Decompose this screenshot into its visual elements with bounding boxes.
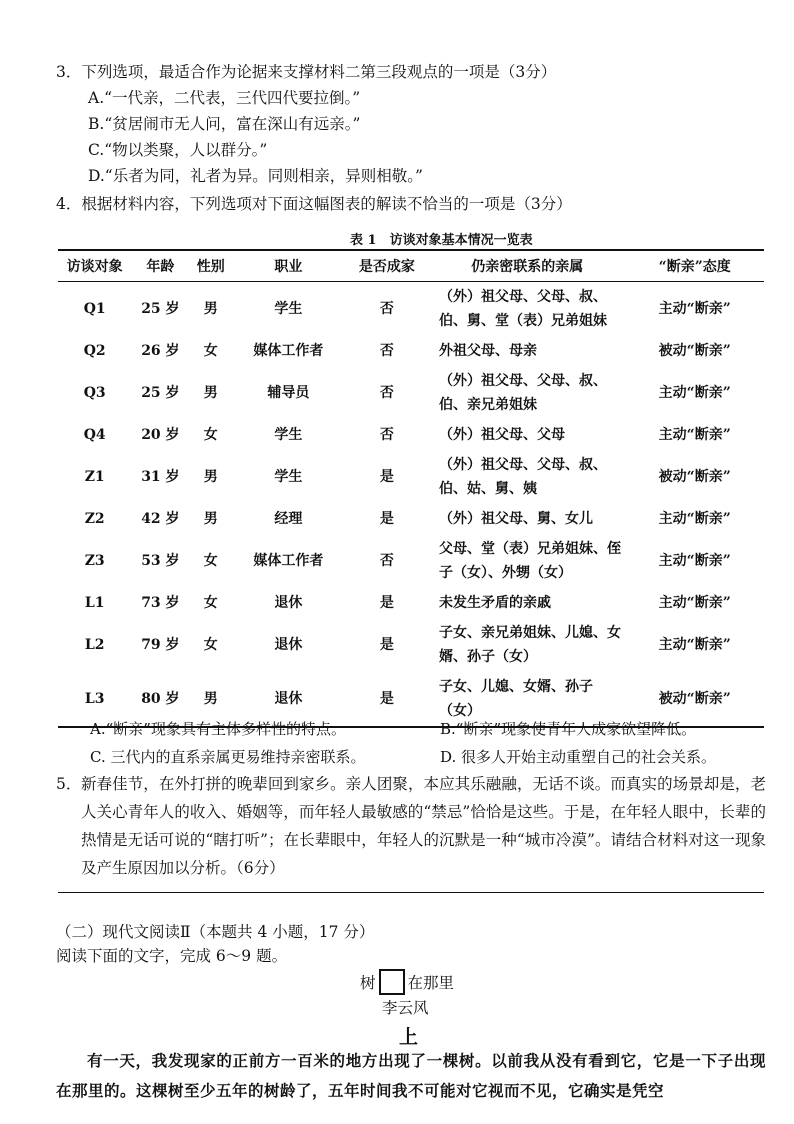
table-row	[58, 504, 764, 534]
question-4-option-b: B.“断亲”现象使青年人成家欲望降低。	[440, 720, 697, 738]
interviewee-table	[58, 249, 764, 728]
question-3-option-d: D.“乐者为同，礼者为异。同则相亲，异则相敬。”	[88, 167, 423, 185]
cell-close-relatives: 外祖父母、母亲	[439, 343, 538, 359]
cell-occupation: 媒体工作者	[253, 343, 324, 359]
cell-attitude: 被动“断亲”	[658, 469, 731, 485]
cell-age: 26 岁	[141, 343, 180, 359]
title-before: 树	[360, 974, 376, 992]
header-close-relatives: 仍亲密联系的亲属	[429, 250, 625, 282]
cell-age: 25 岁	[141, 301, 180, 317]
title-after: 在那里	[407, 974, 455, 992]
cell-occupation: 退休	[274, 637, 303, 653]
question-3-stem: 3．下列选项，最适合作为论据来支撑材料二第三段观点的一项是（3分）	[56, 63, 557, 81]
cell-married: 是	[345, 672, 429, 727]
cell-age: 79 岁	[141, 637, 180, 653]
cell-gender: 女	[203, 343, 218, 359]
table-row	[58, 618, 764, 672]
question-3-option-a: A.“一代亲，二代表，三代四代要拉倒。”	[88, 89, 361, 107]
table-body	[58, 282, 764, 728]
cell-gender: 女	[203, 427, 218, 443]
cell-subject: Q4	[83, 427, 106, 443]
table-row	[58, 588, 764, 618]
cell-close-relatives: 父母、堂（表）兄弟姐妹、侄子（女）、外甥（女）	[439, 541, 622, 581]
cell-close-relatives: 子女、亲兄弟姐妹、儿媳、女婿、孙子（女）	[439, 625, 622, 665]
header-gender: 性别	[189, 250, 232, 282]
cell-gender: 男	[203, 511, 218, 527]
question-4-stem: 4．根据材料内容，下列选项对下面这幅图表的解读不恰当的一项是（3分）	[56, 195, 572, 213]
question-5-number: 5．	[56, 775, 82, 793]
cell-attitude: 主动“断亲”	[658, 511, 731, 527]
passage-title	[360, 969, 454, 995]
cell-subject: Z1	[84, 469, 105, 485]
cell-close-relatives: （外）祖父母、父母	[439, 427, 566, 443]
question-4-option-a: A.“断亲”现象具有主体多样性的特点。	[90, 720, 346, 738]
header-attitude: “断亲”态度	[625, 250, 764, 282]
section-heading: （二）现代文阅读Ⅱ（本题共 4 小题，17 分）	[56, 923, 375, 941]
table-row	[58, 282, 764, 337]
cell-close-relatives: 子女、儿媳、女婿、孙子（女）	[429, 672, 625, 727]
cell-occupation: 学生	[274, 427, 303, 443]
table-row	[58, 450, 764, 504]
cell-subject: Q1	[83, 301, 106, 317]
cell-close-relatives: 未发生矛盾的亲戚	[439, 595, 552, 611]
cell-subject: L3	[58, 672, 131, 727]
cell-age: 25 岁	[141, 385, 180, 401]
cell-gender: 女	[203, 595, 218, 611]
cell-subject: Q2	[83, 343, 106, 359]
header-subject: 访谈对象	[58, 250, 131, 282]
cell-married: 是	[379, 595, 394, 611]
cell-gender: 男	[203, 469, 218, 485]
table-caption: 表 1 访谈对象基本情况一览表	[350, 233, 533, 248]
cell-subject: Z3	[84, 553, 105, 569]
question-5-text: 新春佳节，在外打拼的晚辈回到家乡。亲人团聚，本应其乐融融，无话不谈。而真实的场景却是，老人关心青年人的收入、婚姻等，而年轻人最敏感的“禁忌”恰恰是这些。于是，在年轻人眼中，长辈的热情是无话可说的“瞎打听”；在长辈眼中，年轻人的沉默是一种“城市冷漠”。请结合材料对这一现象及产生原因加以分析。（6分）	[81, 775, 766, 877]
question-5	[56, 770, 766, 882]
cell-occupation: 学生	[274, 301, 303, 317]
cell-occupation: 退休	[274, 595, 303, 611]
passage-paragraph: 有一天，我发现家的正前方一百米的地方出现了一棵树。以前我从没有看到它，它是一下子出现在那里的。这棵树至少五年的树龄了，五年时间我不可能对它视而不见，它确实是凭空	[56, 1051, 766, 1100]
header-age: 年龄	[131, 250, 189, 282]
cell-attitude: 被动“断亲”	[625, 672, 764, 727]
cell-attitude: 主动“断亲”	[658, 553, 731, 569]
cell-attitude: 主动“断亲”	[658, 385, 731, 401]
cell-gender: 男	[203, 301, 218, 317]
header-married: 是否成家	[345, 250, 429, 282]
table-row	[58, 366, 764, 420]
title-blank-box	[379, 969, 405, 995]
passage-author: 李云风	[382, 999, 429, 1017]
cell-gender: 女	[203, 553, 218, 569]
cell-subject: L2	[84, 637, 105, 653]
passage-part: 上	[399, 1026, 419, 1048]
cell-age: 31 岁	[141, 469, 180, 485]
cell-close-relatives: （外）祖父母、舅、女儿	[439, 511, 594, 527]
cell-close-relatives: （外）祖父母、父母、叔、伯、亲兄弟姐妹	[439, 373, 608, 413]
table-row	[58, 420, 764, 450]
cell-married: 否	[379, 343, 394, 359]
cell-subject: Q3	[83, 385, 106, 401]
cell-age: 20 岁	[141, 427, 180, 443]
cell-attitude: 主动“断亲”	[658, 595, 731, 611]
cell-married: 是	[379, 637, 394, 653]
cell-attitude: 主动“断亲”	[658, 427, 731, 443]
cell-close-relatives: （外）祖父母、父母、叔、伯、舅、堂（表）兄弟姐妹	[439, 289, 608, 329]
cell-attitude: 主动“断亲”	[658, 637, 731, 653]
cell-subject: L1	[84, 595, 105, 611]
table-header-row	[58, 250, 764, 282]
cell-occupation: 经理	[274, 511, 303, 527]
cell-gender: 女	[203, 637, 218, 653]
question-4-option-c: C. 三代内的直系亲属更易维持亲密联系。	[90, 748, 366, 766]
table-row	[58, 534, 764, 588]
cell-married: 是	[379, 469, 394, 485]
header-occupation: 职业	[232, 250, 345, 282]
cell-attitude: 主动“断亲”	[658, 301, 731, 317]
cell-close-relatives: （外）祖父母、父母、叔、伯、姑、舅、姨	[439, 457, 608, 497]
cell-age: 42 岁	[141, 511, 180, 527]
cell-age: 73 岁	[141, 595, 180, 611]
cell-married: 是	[379, 511, 394, 527]
cell-married: 否	[379, 301, 394, 317]
reading-instruction: 阅读下面的文字，完成 6～9 题。	[56, 947, 288, 965]
question-3-option-b: B.“贫居闹市无人问，富在深山有远亲。”	[88, 115, 361, 133]
cell-occupation: 退休	[232, 672, 345, 727]
cell-gender: 男	[189, 672, 232, 727]
cell-occupation: 辅导员	[267, 385, 310, 401]
cell-married: 否	[379, 427, 394, 443]
question-3-option-c: C.“物以类聚，人以群分。”	[88, 141, 268, 159]
cell-attitude: 被动“断亲”	[658, 343, 731, 359]
cell-age: 80 岁	[131, 672, 189, 727]
cell-married: 否	[379, 553, 394, 569]
table-row	[58, 336, 764, 366]
cell-occupation: 媒体工作者	[253, 553, 324, 569]
cell-occupation: 学生	[274, 469, 303, 485]
cell-married: 否	[379, 385, 394, 401]
cell-gender: 男	[203, 385, 218, 401]
question-4-option-d: D. 很多人开始主动重塑自己的社会关系。	[440, 748, 717, 766]
section-divider	[58, 892, 764, 893]
cell-age: 53 岁	[141, 553, 180, 569]
cell-subject: Z2	[84, 511, 105, 527]
